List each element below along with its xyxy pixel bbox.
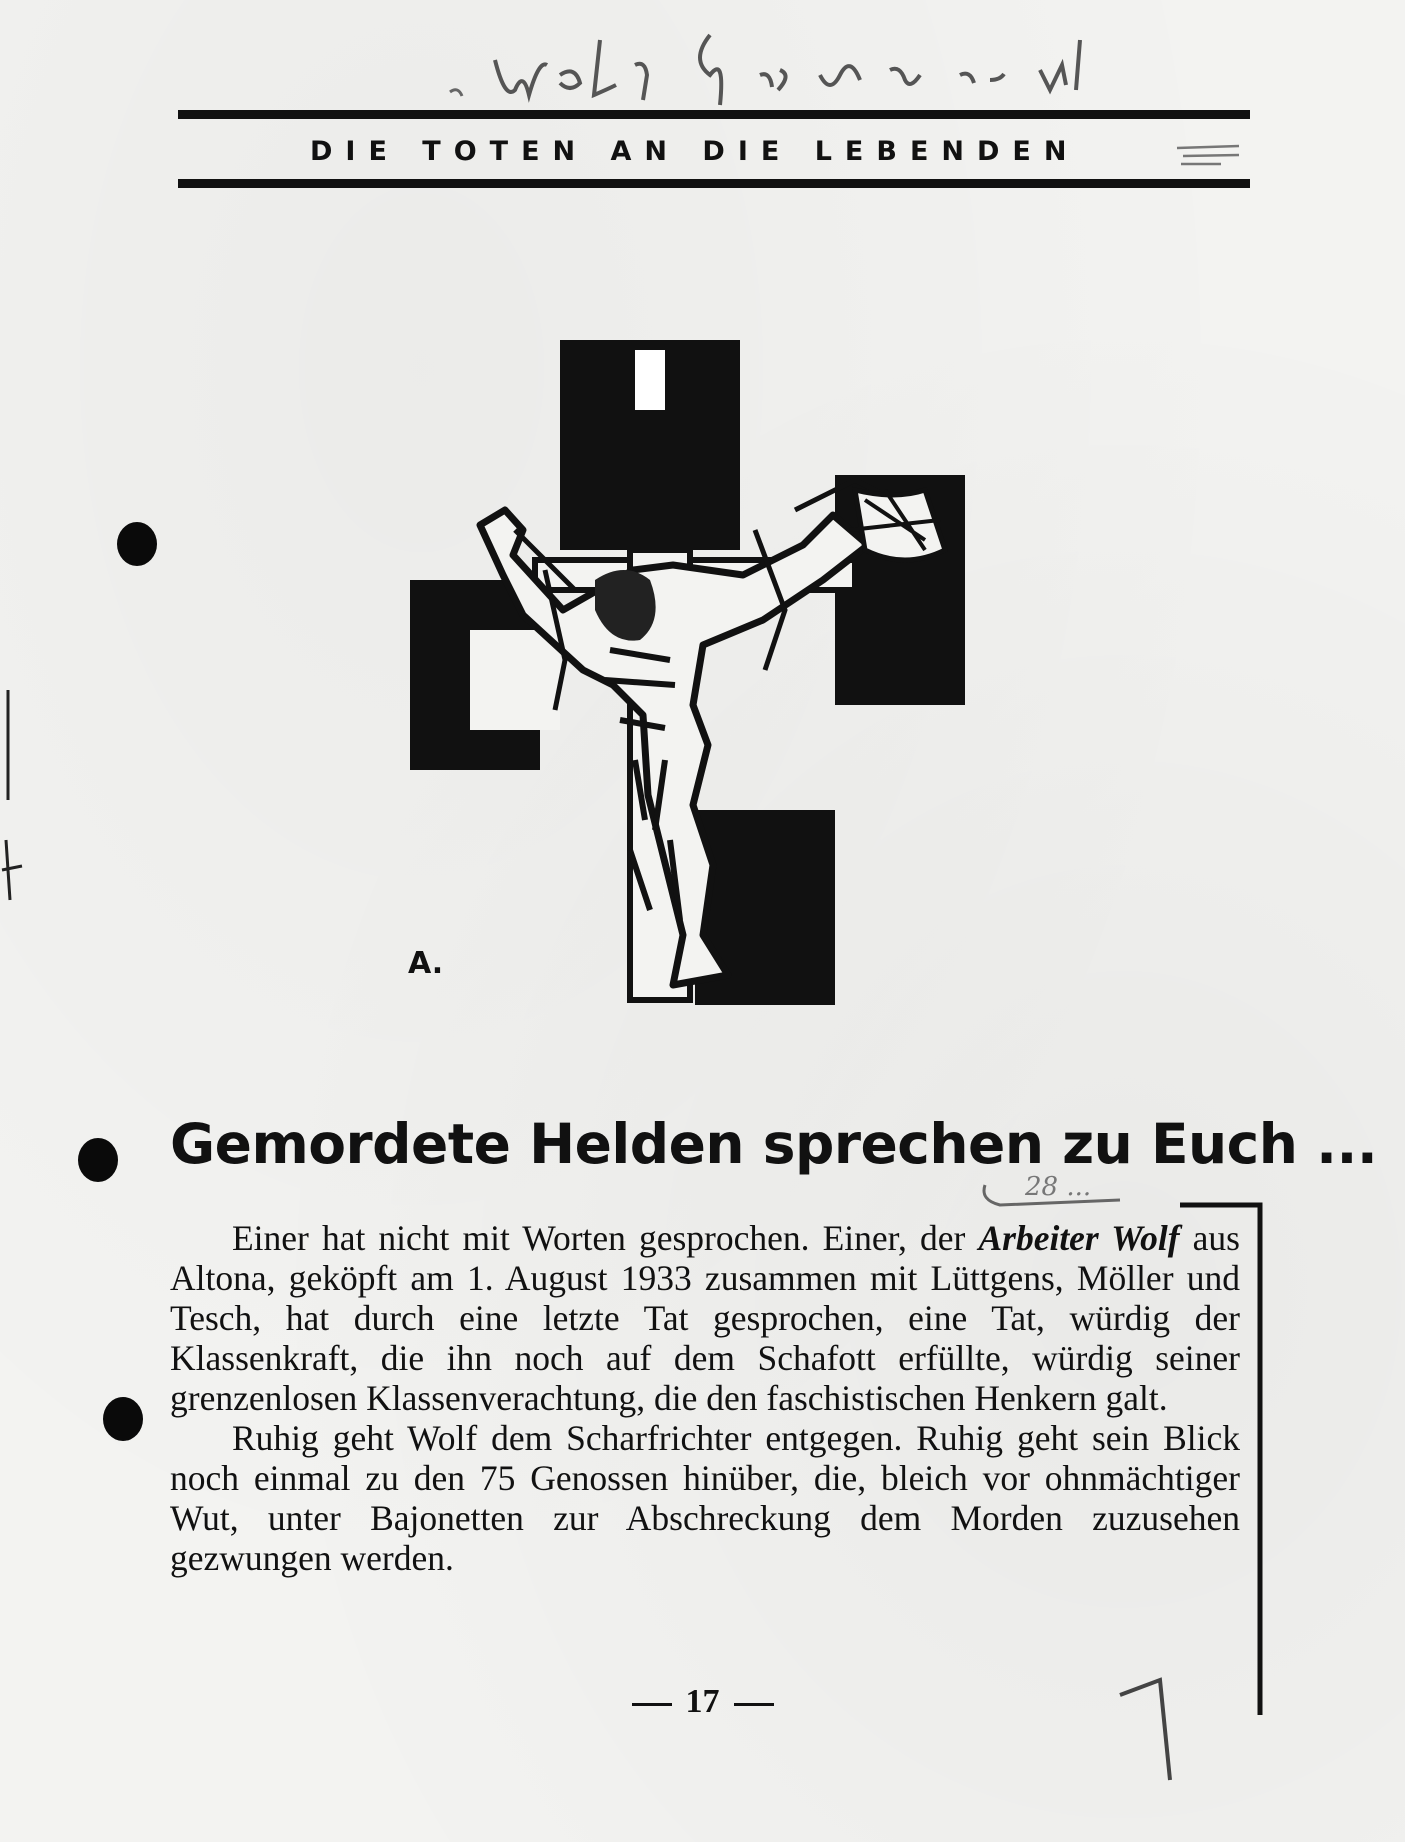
paragraph-1 — [170, 1218, 1240, 1418]
punch-hole — [103, 1397, 143, 1441]
paragraph-1-name: Arbeiter Wolf — [978, 1218, 1180, 1258]
woodcut-illustration — [395, 330, 995, 1020]
pencil-tick-mark — [1110, 1665, 1190, 1785]
article-body — [170, 1218, 1240, 1578]
punch-hole — [117, 522, 157, 566]
folio-dash-left — [632, 1703, 672, 1706]
article-heading: Gemordete Helden sprechen zu Euch ... — [170, 1112, 1378, 1176]
paragraph-2: Ruhig geht Wolf dem Scharfrichter entgegen. Ruhig geht sein Blick noch einmal zu den 75 Genossen hinüber, die, bleich vor ohnmächtiger Wut, unter Bajonetten zur Abschreckung dem Morden zuzusehen gezwungen werden. — [170, 1418, 1240, 1578]
folio-dash-right — [734, 1703, 774, 1706]
header-rule-bottom — [178, 179, 1250, 188]
punch-hole — [78, 1138, 118, 1182]
paragraph-1-lead: Einer hat nicht mit Worten gesprochen. Einer, der — [232, 1218, 979, 1258]
artist-monogram: A. — [408, 946, 444, 981]
margin-note-text: 28 ... — [1025, 1172, 1092, 1202]
header-rule-top — [178, 110, 1250, 119]
running-head: DIE TOTEN AN DIE LEBENDEN — [310, 136, 1080, 167]
pencil-stroke-mark — [1175, 140, 1245, 170]
page-number-value: 17 — [685, 1683, 720, 1720]
binding-edge-marks — [0, 690, 40, 930]
page-number — [0, 1683, 1405, 1721]
paragraph-1-rest: aus Altona, geköpft am 1. August 1933 zusammen mit Lüttgens, Möller und Tesch, hat durch eine letzte Tat gesprochen, eine Tat, würdig der Klassenkraft, die ihn noch auf dem Schafott erfüllte, würdig seiner grenzenlosen Klassenverachtung, die den faschistischen Henkern galt. — [170, 1218, 1240, 1418]
